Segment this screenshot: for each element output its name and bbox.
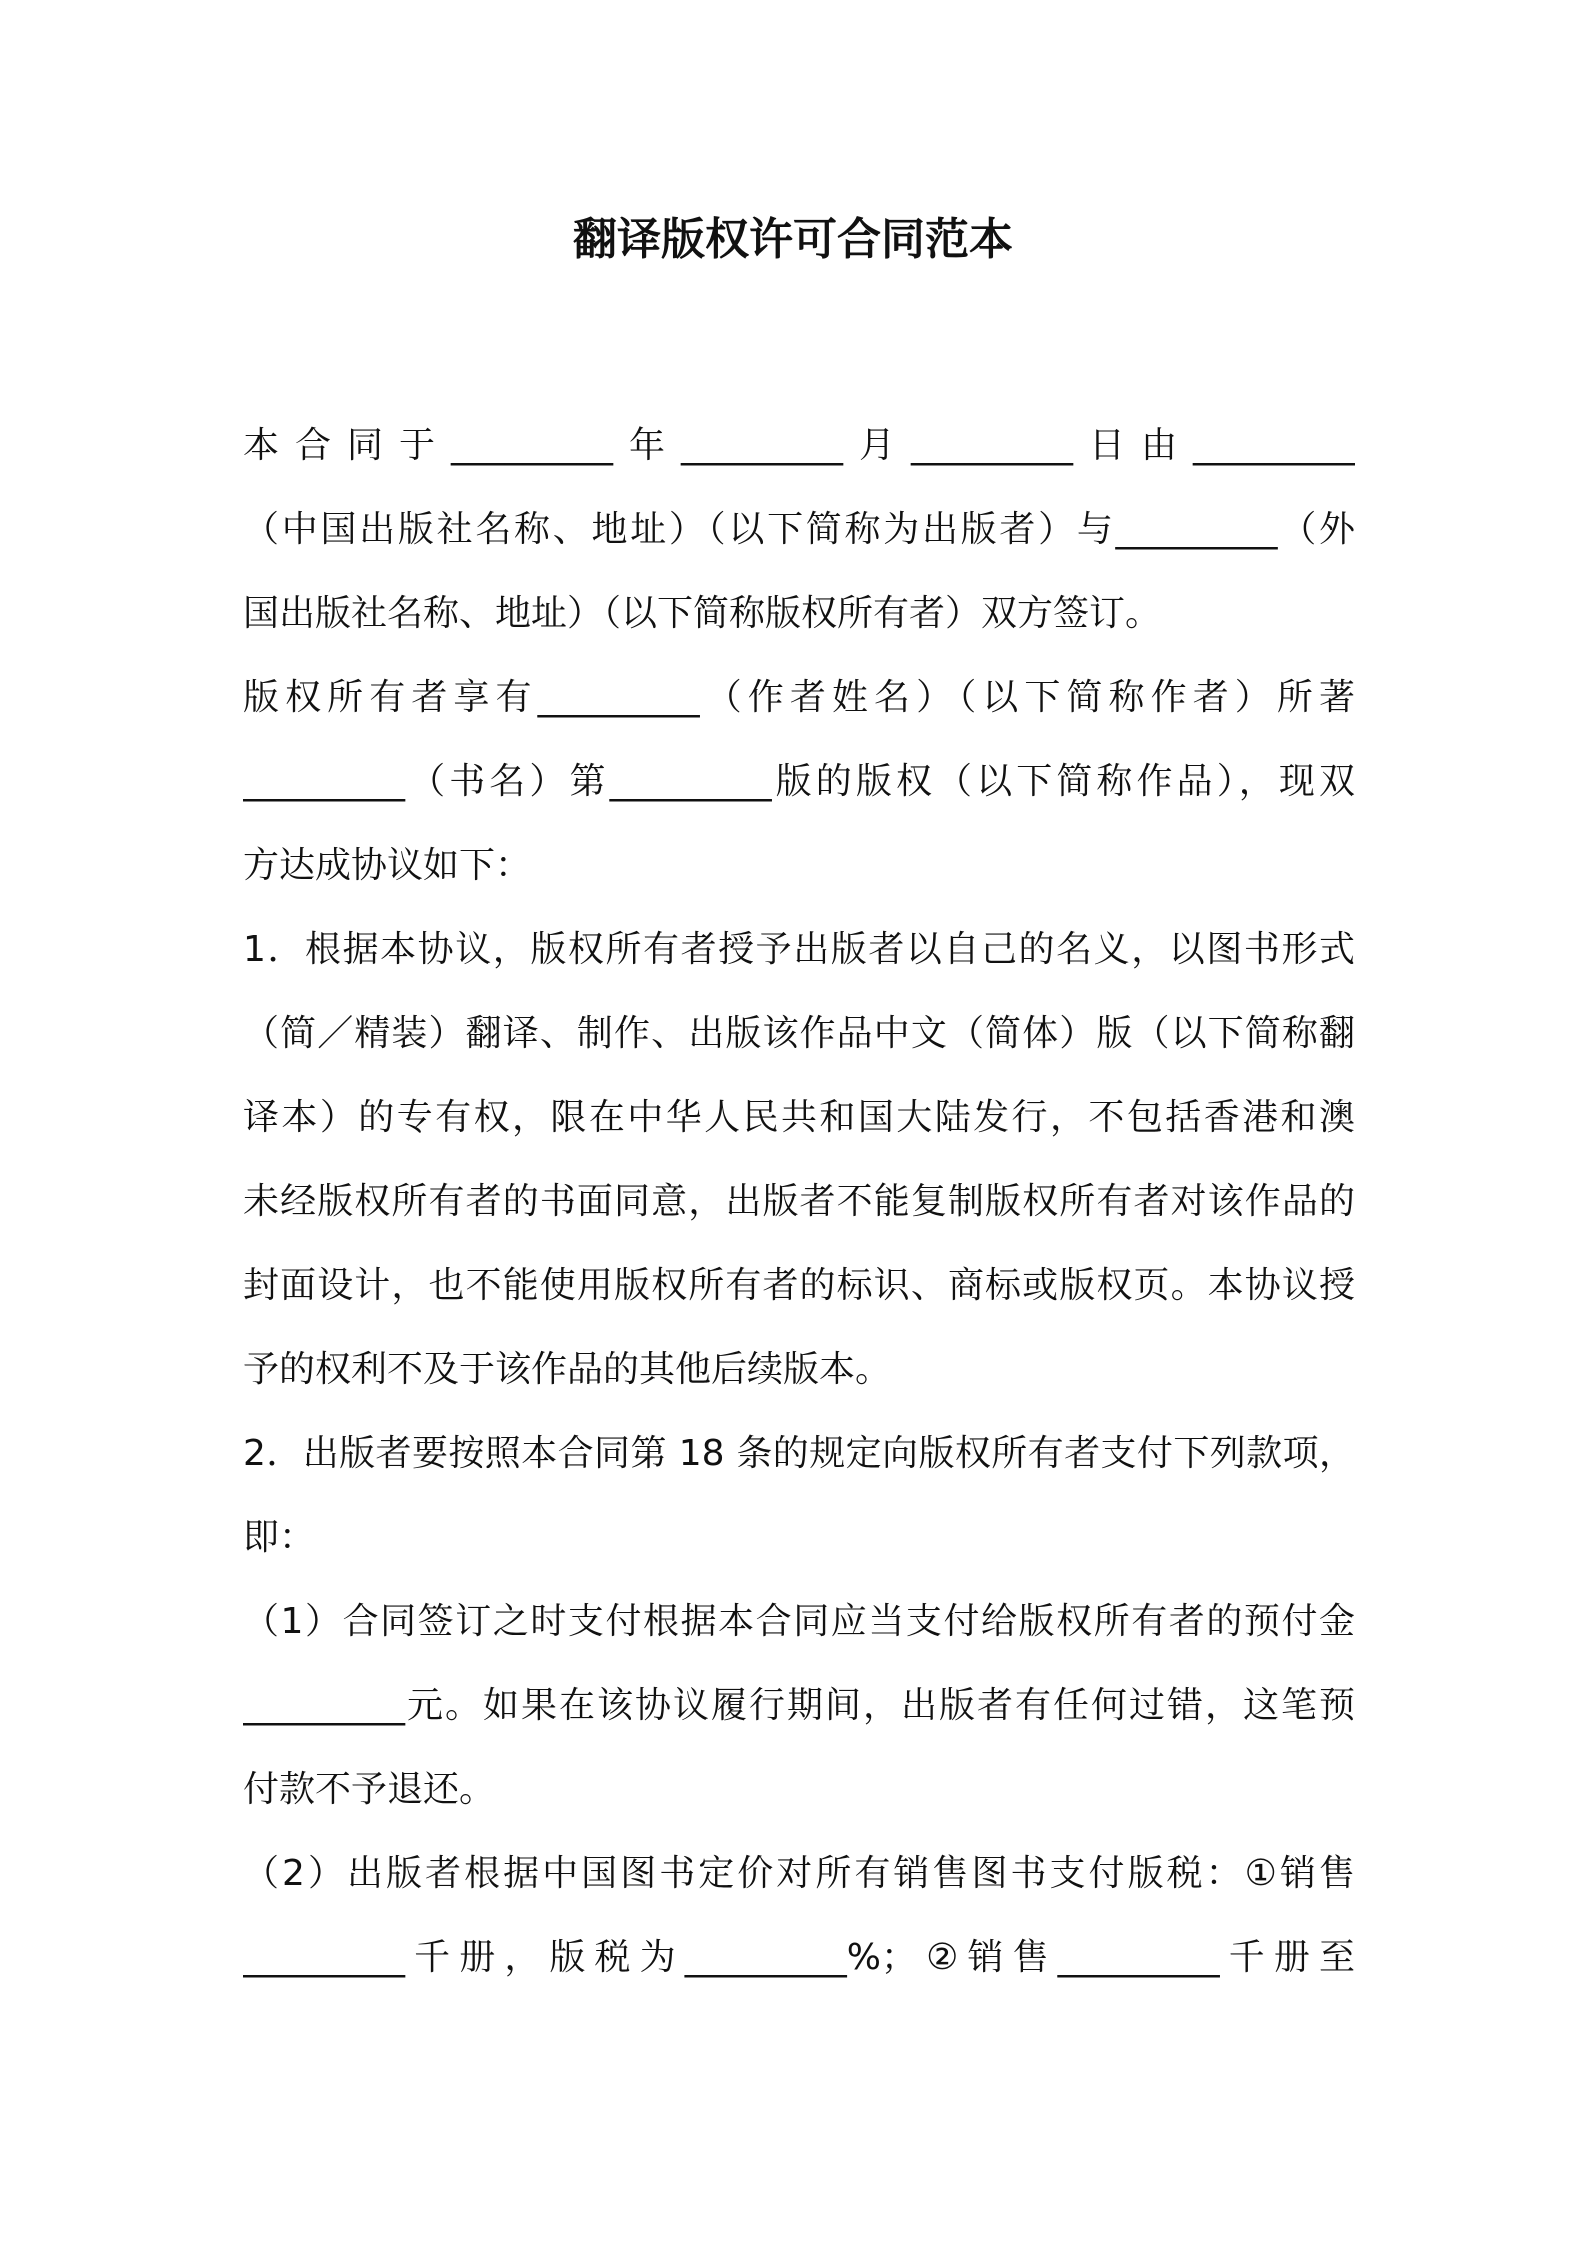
text-line: 译本）的专有权，限在中华人民共和国大陆发行，不包括香港和澳 bbox=[243, 1097, 1355, 1138]
text-line: 方达成协议如下： bbox=[243, 845, 532, 886]
text-line: 予的权利不及于该作品的其他后续版本。 bbox=[243, 1349, 892, 1390]
text-line: _________元。如果在该协议履行期间，出版者有任何过错，这笔预 bbox=[243, 1685, 1355, 1726]
text-line: 2．出版者要按照本合同第 18 条的规定向版权所有者支付下列款项， bbox=[243, 1433, 1355, 1474]
text-line: _________千册，版税为_________%；②销售_________千册至 bbox=[243, 1937, 1355, 1978]
text-line: （简／精装）翻译、制作、出版该作品中文（简体）版（以下简称翻 bbox=[243, 1013, 1355, 1054]
text-line: （2）出版者根据中国图书定价对所有销售图书支付版税：①销售 bbox=[243, 1853, 1355, 1894]
document-title: 翻译版权许可合同范本 bbox=[573, 214, 1013, 265]
text-line: （中国出版社名称、地址）（以下简称为出版者）与_________（外 bbox=[243, 509, 1355, 550]
text-line: 1．根据本协议，版权所有者授予出版者以自己的名义，以图书形式 bbox=[243, 929, 1355, 970]
text-line: 版权所有者享有_________（作者姓名）（以下简称作者）所著 bbox=[243, 677, 1355, 718]
text-line: （1）合同签订之时支付根据本合同应当支付给版权所有者的预付金 bbox=[243, 1601, 1355, 1642]
text-line: 付款不予退还。 bbox=[243, 1769, 496, 1810]
contract-body bbox=[243, 404, 1355, 2000]
text-line: 国出版社名称、地址）（以下简称版权所有者）双方签订。 bbox=[243, 593, 1162, 634]
text-line: 本合同于_________年_________月_________日由_________ bbox=[243, 425, 1355, 466]
text-line: 即： bbox=[243, 1517, 316, 1558]
text-line: 封面设计，也不能使用版权所有者的标识、商标或版权页。本协议授 bbox=[243, 1265, 1355, 1306]
text-line: 未经版权所有者的书面同意，出版者不能复制版权所有者对该作品的 bbox=[243, 1181, 1355, 1222]
text-line: _________（书名）第_________版的版权（以下简称作品），现双 bbox=[243, 761, 1355, 802]
